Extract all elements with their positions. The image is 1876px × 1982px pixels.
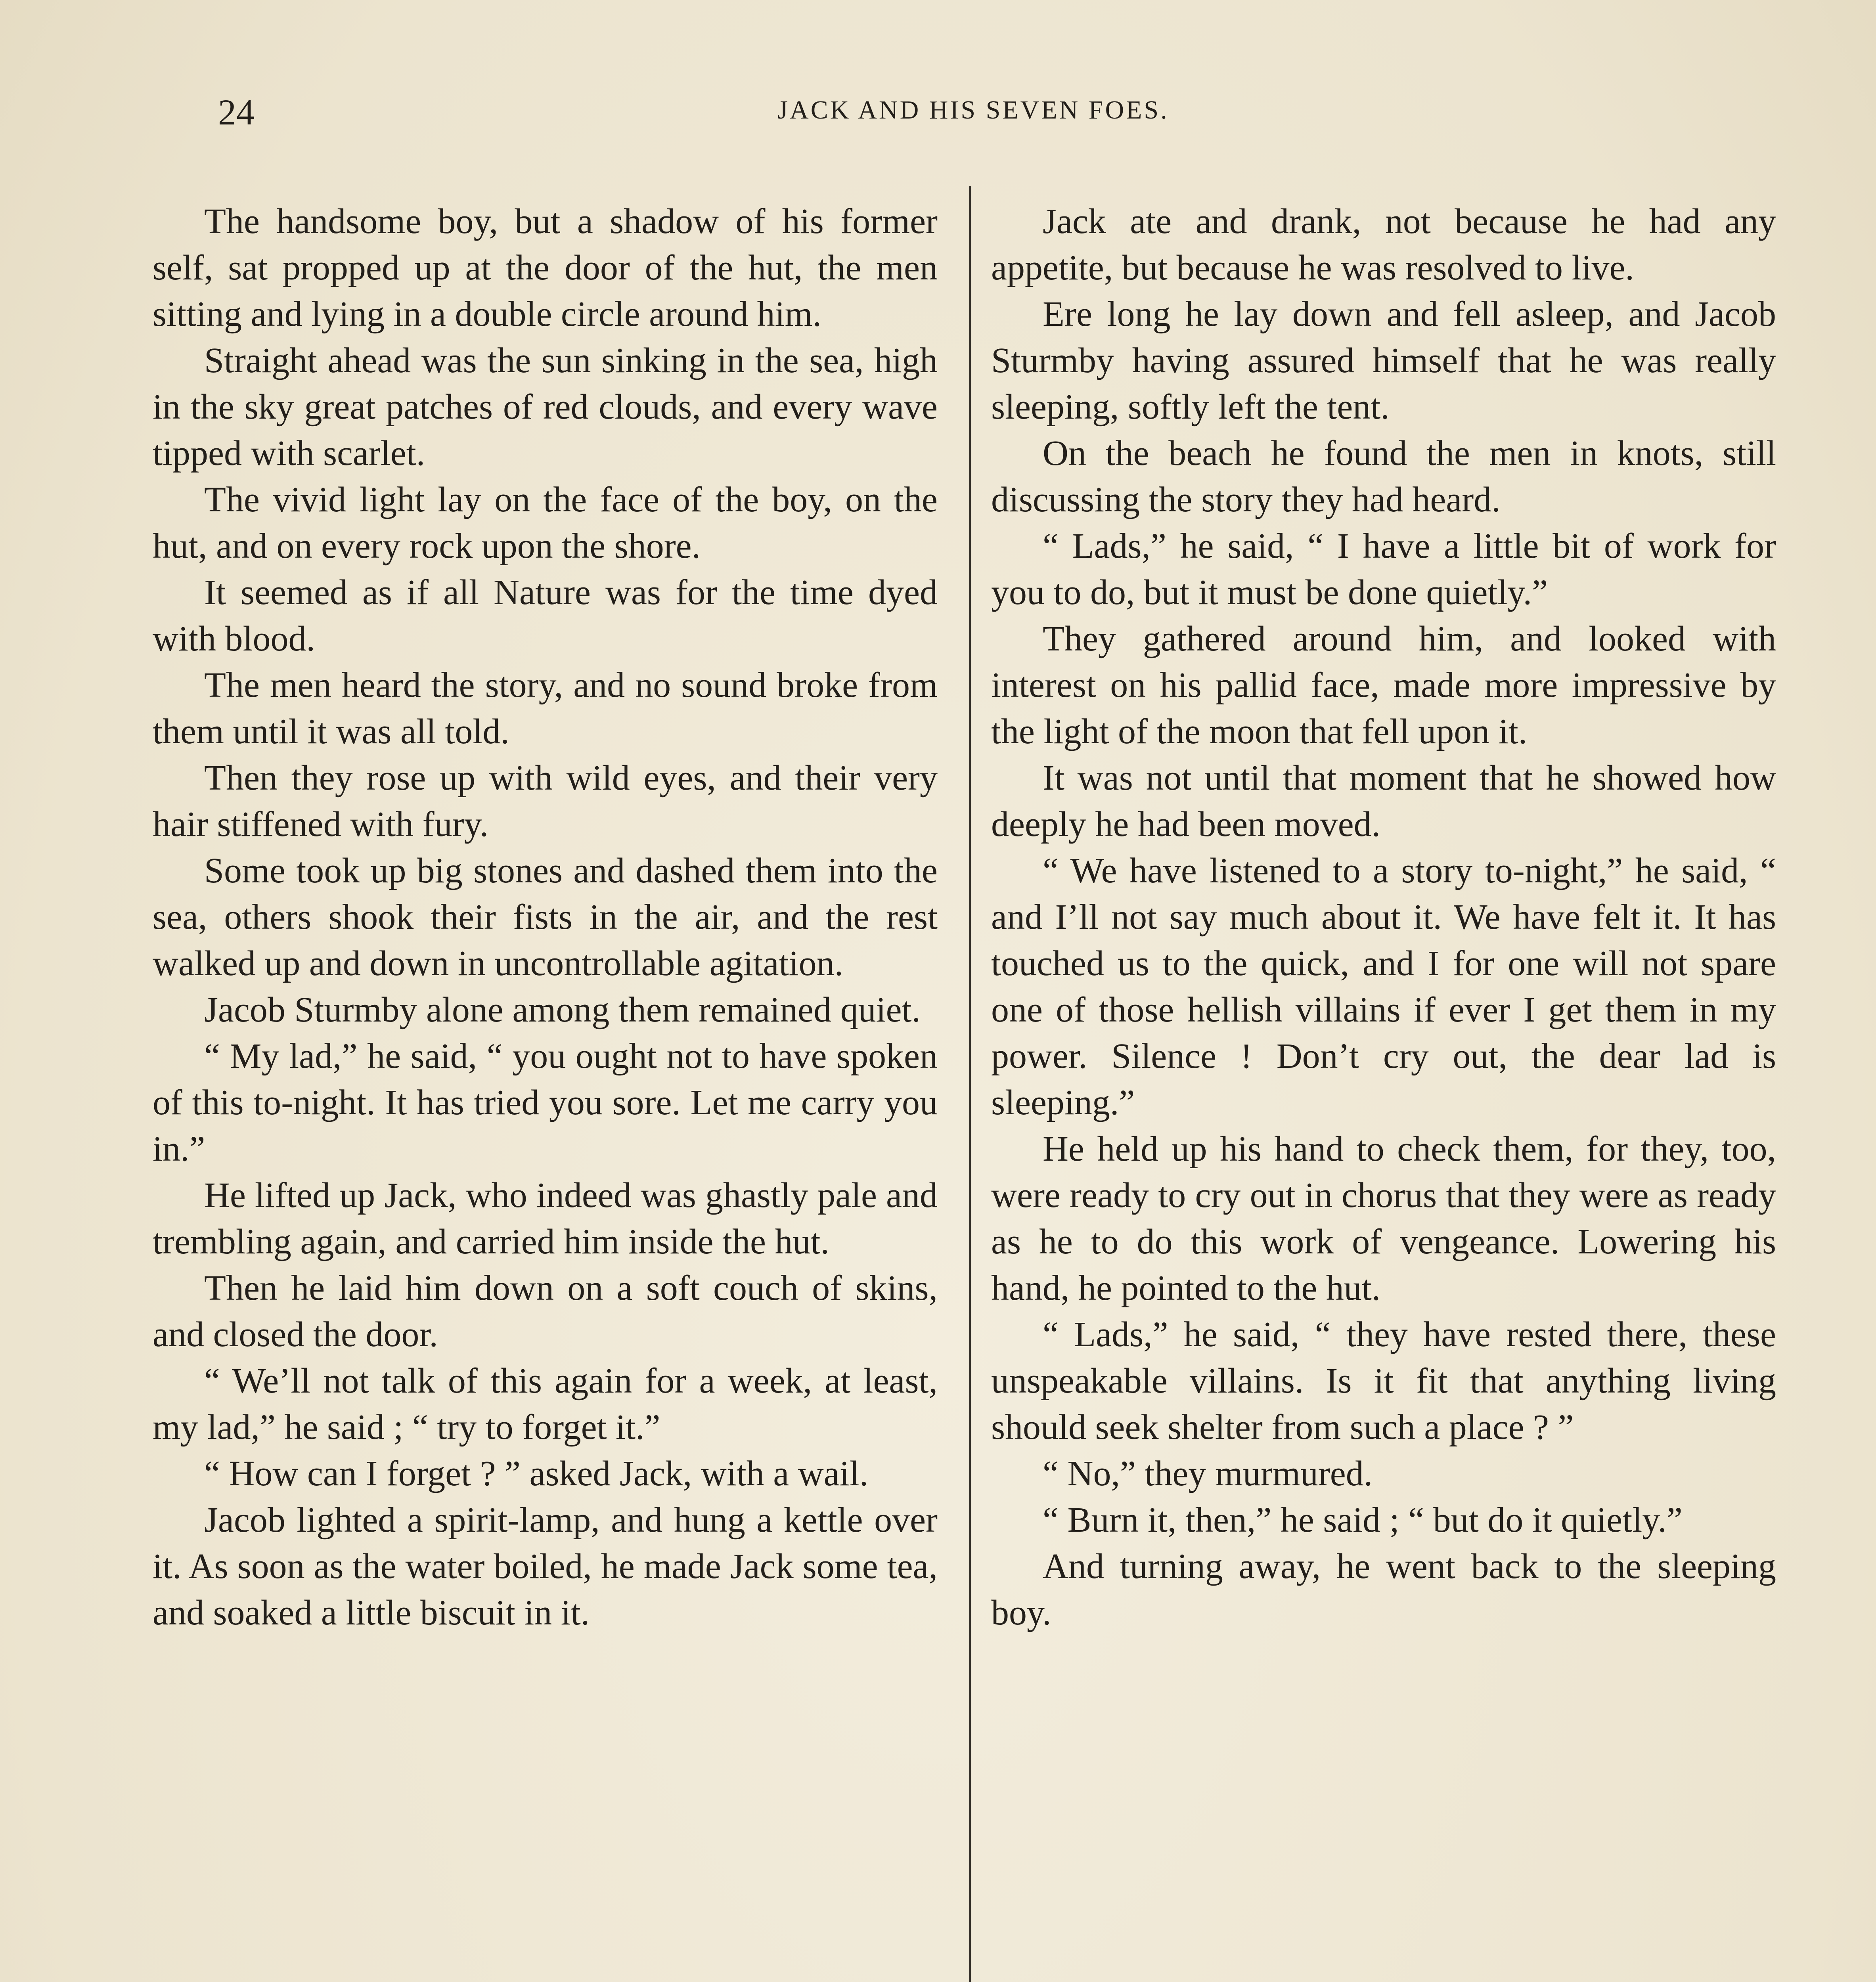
page-header — [151, 91, 1796, 139]
column-divider-top — [969, 186, 971, 1982]
paragraph: “ Burn it, then,” he said ; “ but do it quietly.” — [1043, 1500, 1683, 1540]
paragraph: Then he laid him down on a soft couch of skins, and closed the door. — [153, 1268, 938, 1354]
paragraph: It was not until that moment that he showed how deeply he had been moved. — [991, 758, 1776, 844]
paragraph: Ere long he lay down and fell asleep, and Jacob Sturmby having assured himself that he was really sleeping, softly left the tent. — [991, 295, 1776, 427]
paragraph: “ Lads,” he said, “ they have rested there, these unspeakable villains. Is it fit that anything living should seek shelter from such a place ? ” — [991, 1315, 1776, 1447]
top-right-column — [991, 198, 1776, 1636]
paragraph: Then they rose up with wild eyes, and their very hair stiffened with fury. — [153, 758, 938, 844]
paragraph: And turning away, he went back to the sleeping boy. — [991, 1547, 1776, 1632]
paragraph: He held up his hand to check them, for they, too, were ready to cry out in chorus that they were as ready as he to do this work of vengeance. Lowering his hand, he pointed to the hut. — [991, 1129, 1776, 1308]
paragraph: Jacob Sturmby alone among them remained quiet. — [204, 990, 921, 1029]
top-left-column — [153, 198, 938, 1636]
paragraph: “ My lad,” he said, “ you ought not to have spoken of this to-night. It has tried you sore. Let me carry you in.” — [153, 1037, 938, 1169]
paragraph: “ No,” they murmured. — [1043, 1454, 1373, 1493]
paragraph: “ We have listened to a story to-night,” he said, “ and I’ll not say much about it. We have felt it. It has touched us to the quick, and I for one will not spare one of those hellish villains if ever I get them in my power. Silence ! Don’t cry out, the dear lad is sleeping.” — [991, 851, 1776, 1122]
paragraph: The vivid light lay on the face of the boy, on the hut, and on every rock upon the shore. — [153, 480, 938, 566]
paragraph: The handsome boy, but a shadow of his former self, sat propped up at the door of the hut, the men sitting and lying in a double circle around him. — [153, 202, 938, 334]
paragraph: Jacob lighted a spirit-lamp, and hung a kettle over it. As soon as the water boiled, he made Jack some tea, and soaked a little biscuit in it. — [153, 1500, 938, 1632]
paragraph: It seemed as if all Nature was for the time dyed with blood. — [153, 573, 938, 658]
paragraph: On the beach he found the men in knots, still discussing the story they had heard. — [991, 434, 1776, 519]
paragraph: He lifted up Jack, who indeed was ghastly pale and trembling again, and carried him inside the hut. — [153, 1176, 938, 1261]
paragraph: The men heard the story, and no sound broke from them until it was all told. — [153, 666, 938, 751]
paragraph: “ How can I forget ? ” asked Jack, with a wail. — [204, 1454, 869, 1493]
paragraph: Jack ate and drank, not because he had any appetite, but because he was resolved to live. — [991, 202, 1776, 287]
paragraph: Some took up big stones and dashed them into the sea, others shook their fists in the air, and the rest walked up and down in uncontrollable agitation. — [153, 851, 938, 983]
paragraph: Straight ahead was the sun sinking in the sea, high in the sky great patches of red clouds, and every wave tipped with scarlet. — [153, 341, 938, 473]
page-number: 24 — [218, 92, 255, 132]
paragraph: “ Lads,” he said, “ I have a little bit of work for you to do, but it must be done quietly.” — [991, 526, 1776, 612]
paragraph: “ We’ll not talk of this again for a week, at least, my lad,” he said ; “ try to forget it.” — [153, 1361, 938, 1447]
running-title: JACK AND HIS SEVEN FOES. — [777, 96, 1169, 124]
paragraph: They gathered around him, and looked with interest on his pallid face, made more impressive by the light of the moon that fell upon it. — [991, 619, 1776, 751]
